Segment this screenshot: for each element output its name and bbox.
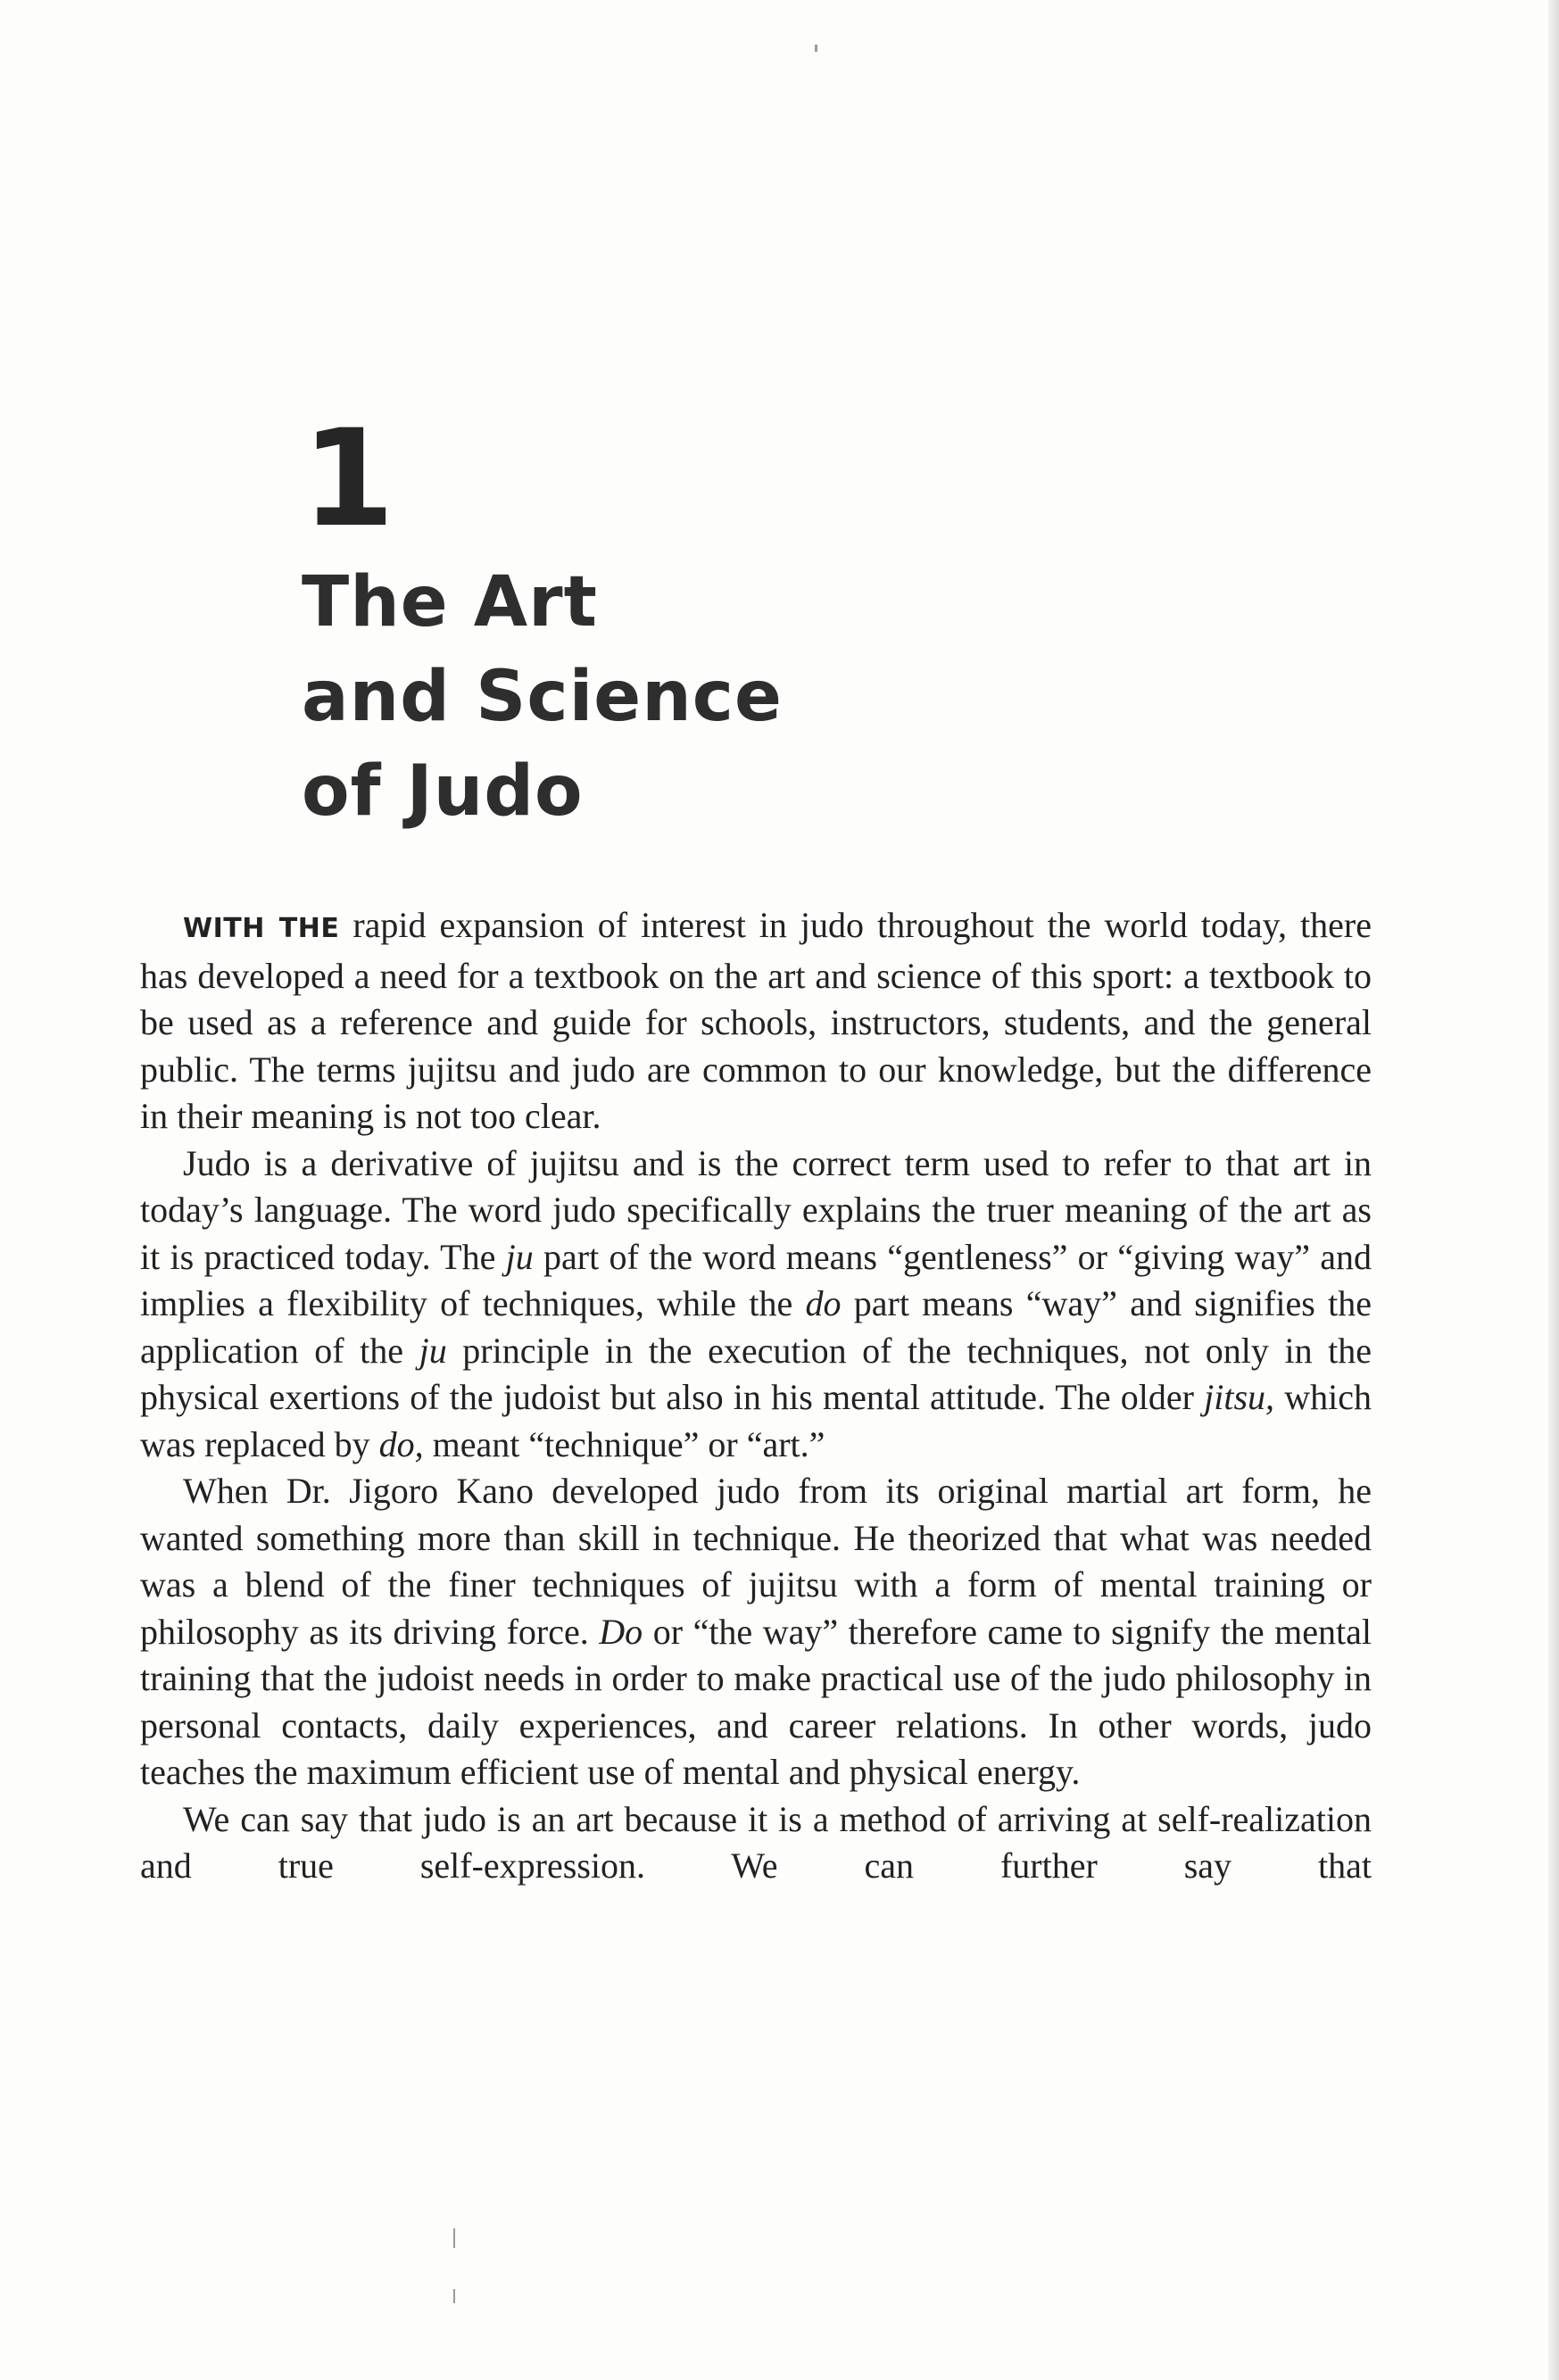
chapter-title-line: The Art bbox=[302, 562, 598, 643]
paragraph-3 bbox=[140, 1468, 1372, 1796]
paragraph-1 bbox=[140, 902, 1372, 1140]
chapter-title-line: and Science bbox=[302, 657, 783, 737]
page-edge-shadow bbox=[1548, 0, 1559, 2380]
italic-term: do, bbox=[378, 1423, 424, 1464]
text-run: or “the way” therefore came to signify the mental training that the judoist needs in order to make practical use of the judo philosophy in personal contacts, daily experiences, and career relations. In other words, judo teaches the maximum efficient use of mental and physical energy. bbox=[140, 1611, 1372, 1792]
chapter-number: 1 bbox=[302, 402, 395, 557]
body-text bbox=[140, 902, 1372, 1890]
chapter-title-line: of Judo bbox=[302, 751, 584, 832]
print-speck bbox=[453, 2289, 455, 2303]
text-run: We can say that judo is an art because it is a method of arriving at self-realization and true self-expression. We can further say that bbox=[140, 1798, 1372, 1886]
print-speck bbox=[453, 2228, 455, 2248]
print-speck bbox=[815, 45, 817, 52]
text-run: Judo is a derivative of jujitsu and is the correct term used to refer to that art in today’s language. The word judo specifically explains the truer meaning of the art as it is practiced today. The bbox=[140, 1142, 1372, 1277]
text-run: which was replaced by bbox=[140, 1377, 1372, 1464]
italic-term: jitsu, bbox=[1204, 1377, 1275, 1417]
italic-term: ju bbox=[419, 1330, 447, 1371]
italic-term: ju bbox=[505, 1236, 534, 1277]
text-run: meant “technique” or “art.” bbox=[423, 1423, 825, 1464]
chapter-title bbox=[302, 555, 783, 839]
paragraph-lead-in: WITH THE bbox=[183, 913, 340, 944]
italic-term: do bbox=[805, 1283, 842, 1323]
paragraph-text: rapid expansion of interest in judo throughout the world today, there has developed a need for a textbook on the art and science of this sport: a textbook to be used as a reference and guide for schools, instructors, students, and the general public. The terms jujitsu and judo are common to our knowledge, but the difference in their meaning is not too clear. bbox=[140, 905, 1372, 1136]
paragraph-2 bbox=[140, 1140, 1372, 1469]
text-run: part of the word means “gentleness” or “giving way” and implies a flexibility of techniques, while the bbox=[140, 1236, 1372, 1323]
text-run: When Dr. Jigoro Kano developed judo from its original martial art form, he wanted something more than skill in technique. He theorized that what was needed was a blend of the finer techniques of jujitsu with a form of mental training or philosophy as its driving force. bbox=[140, 1471, 1372, 1652]
italic-term: Do bbox=[599, 1611, 643, 1652]
text-run: principle in the execution of the techniques, not only in the physical exertions of the judoist but also in his mental attitude. The older bbox=[140, 1330, 1372, 1417]
paragraph-4 bbox=[140, 1796, 1372, 1890]
text-run: part means “way” and signifies the application of the bbox=[140, 1283, 1372, 1371]
